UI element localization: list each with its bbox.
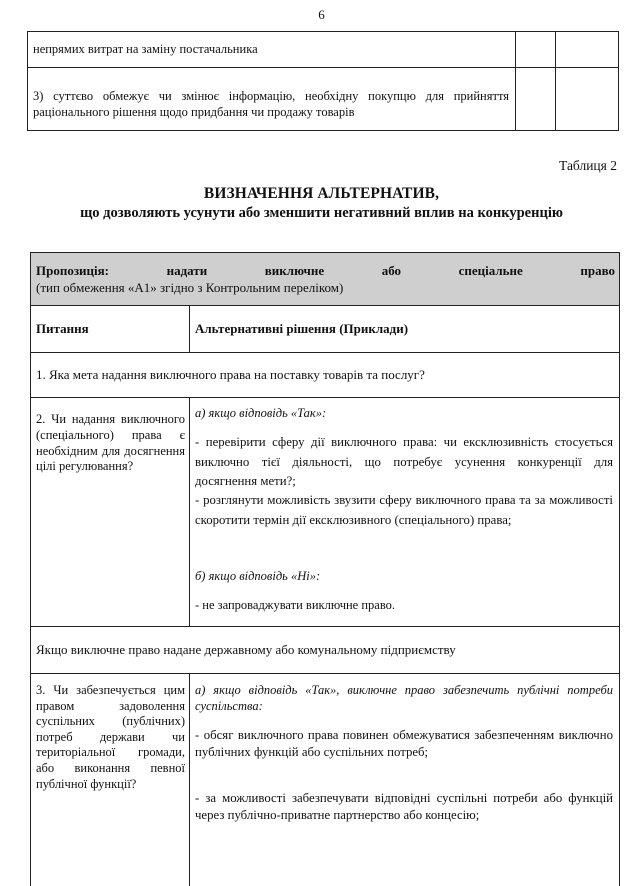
proposal-line: Пропозиція: надати виключне або спеціальне право [36,263,616,278]
row2-if-yes: а) якщо відповідь «Так»: [195,406,327,420]
top-table-row-1: непрямих витрат на заміну постачальника [33,42,258,56]
row3-item-1: - обсяг виключного права повинен обмежуватися забезпеченням виключно публічних функцій або суспільних потреб; [195,728,613,759]
question-2: 2. Чи надання виключного (спеціального) права є необхідним для досягнення цілі регулювання? [36,412,185,474]
top-table-row-2: 3) суттєво обмежує чи змінює інформацію, необхідну покупцю для прийняття раціонального рішення щодо придбання чи продажу товарів [33,89,509,119]
question-1: 1. Яка мета надання виключного права на поставку товарів та послуг? [36,367,425,382]
column-header-question: Питання [36,321,89,336]
table-caption: Таблиця 2 [559,158,617,173]
row2-item-2: - розглянути можливість звузити сферу виключного права та за можливості скоротити термін дії ексклюзивного (спеціального) права; [195,493,613,527]
row3-if-yes: а) якщо відповідь «Так», виключне право забезпечить публічні потреби суспільства: [195,683,613,713]
proposal-label: Пропозиція: [36,263,110,278]
row3-item-2: - за можливості забезпечувати відповідні суспільні потреби або функцій через публічно-приватне партнерство або концесію; [195,791,613,822]
page-number: 6 [318,7,325,22]
table-subtitle: що дозволяють усунути або зменшити негативний вплив на конкуренцію [80,205,563,221]
state-enterprise-row: Якщо виключне право надане державному або комунальному підприємству [36,642,456,657]
column-header-answer: Альтернативні рішення (Приклади) [195,321,409,336]
row2-item-1: - перевірити сферу дії виключного права: чи ексклюзивність стосується виключно тієї діяльності, що потребує усунення конкуренції для досягнення мети?; [195,435,613,488]
row2-item-3: - не запроваджувати виключне право. [195,598,396,612]
table-title: ВИЗНАЧЕННЯ АЛЬТЕРНАТИВ, [203,185,440,202]
proposal-note: (тип обмеження «А1» згідно з Контрольним переліком) [36,280,344,295]
question-3: 3. Чи забезпечується цим правом задоволення суспільних (публічних) потреб держави чи територіальної громади, або виконання певної публічної функції? [36,683,185,791]
proposal-header [31,253,620,305]
row2-if-no: б) якщо відповідь «Ні»: [195,569,321,583]
